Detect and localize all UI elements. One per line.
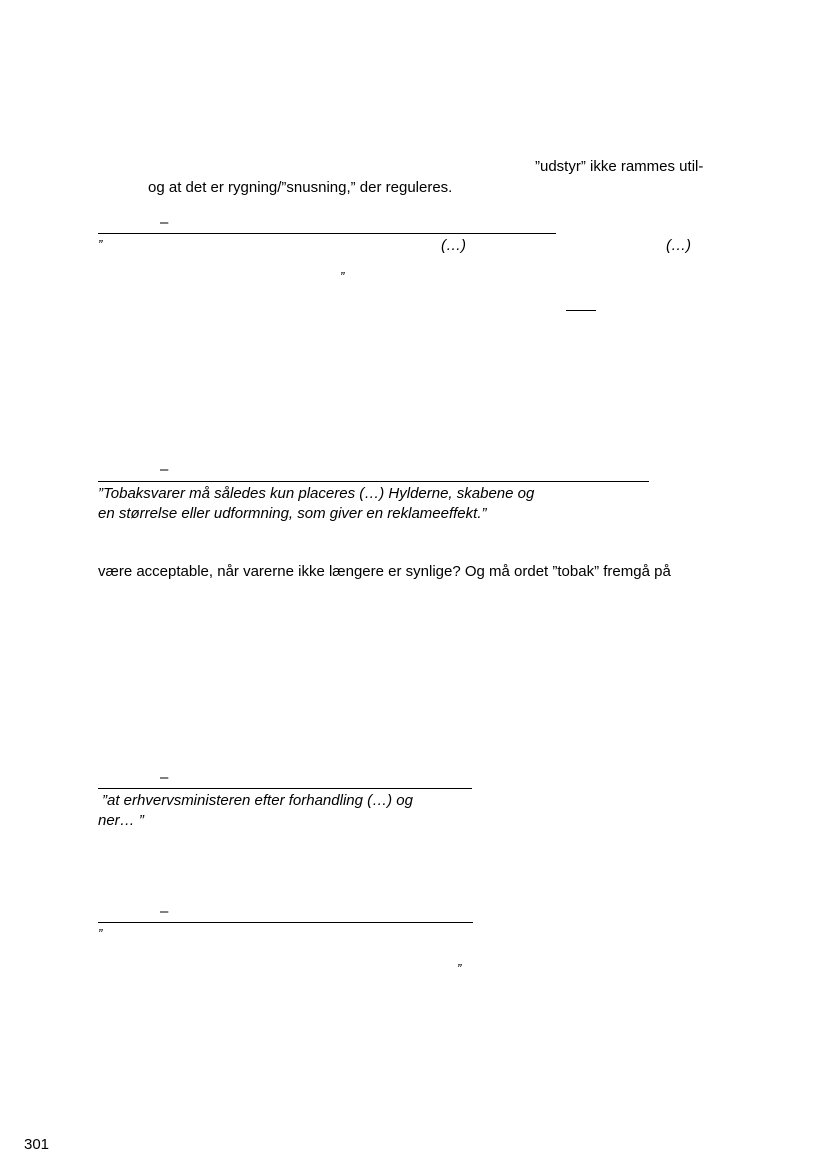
quote-close-mark-4: ” bbox=[457, 961, 462, 976]
quote-2-line-1: ”Tobaksvarer må således kun placeres (…) Hylderne, skabene og bbox=[98, 485, 535, 502]
short-rule bbox=[566, 310, 596, 311]
footnote-rule-4 bbox=[98, 922, 473, 923]
footnote-rule-2 bbox=[98, 481, 649, 482]
body-text-line-mid: være acceptable, når varerne ikke længere er synlige? Og må ordet ”tobak” fremgå på bbox=[98, 563, 671, 580]
quote-3-line-1: ”at erhvervsministeren efter forhandling (…) og bbox=[102, 792, 413, 809]
body-text-line-1-right: ”udstyr” ikke rammes util- bbox=[535, 158, 704, 175]
footnote-rule-3 bbox=[98, 788, 472, 789]
quote-open-mark-4: ” bbox=[98, 926, 103, 941]
footnote-dash-2: – bbox=[160, 461, 169, 478]
footnote-rule-1 bbox=[98, 233, 556, 234]
ellipsis-1: (…) bbox=[441, 237, 466, 254]
body-text-line-2: og at det er rygning/”snusning,” der reguleres. bbox=[148, 179, 453, 196]
quote-close-mark-1: ” bbox=[340, 269, 345, 284]
ellipsis-2: (…) bbox=[666, 237, 691, 254]
footnote-dash-4: – bbox=[160, 903, 169, 920]
footnote-dash-1: – bbox=[160, 214, 169, 231]
quote-open-mark-1: ” bbox=[98, 237, 103, 252]
page-number: 301 bbox=[24, 1136, 50, 1153]
footnote-dash-3: – bbox=[160, 769, 169, 786]
quote-3-line-2: ner… ” bbox=[98, 812, 144, 829]
quote-2-line-2: en størrelse eller udformning, som giver en reklameeffekt.” bbox=[98, 505, 487, 522]
